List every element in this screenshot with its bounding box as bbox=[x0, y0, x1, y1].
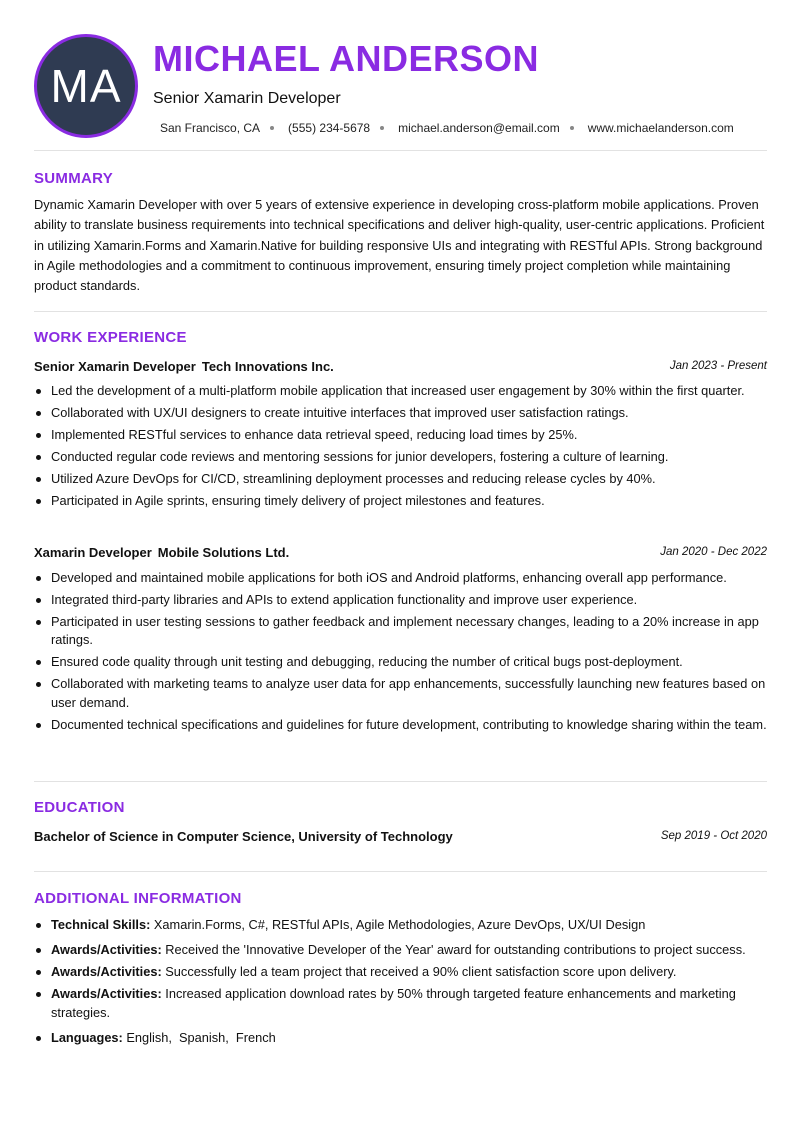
item-label: Awards/Activities: bbox=[51, 942, 162, 958]
degree-name: Bachelor of Science in Computer Science, University of Technology bbox=[34, 829, 453, 844]
item-label: Technical Skills: bbox=[51, 917, 151, 932]
list-item: Developed and maintained mobile applications for both iOS and Android platforms, enhancing overall app performance. bbox=[34, 569, 767, 587]
item-text: Received the 'Innovative Developer of the Year' award for outstanding contributions to project success. bbox=[161, 942, 746, 958]
job-role: Xamarin Developer bbox=[34, 545, 152, 560]
contact-phone[interactable]: (555) 234-5678 bbox=[288, 121, 371, 135]
additional-information-heading: ADDITIONAL INFORMATION bbox=[34, 890, 242, 907]
list-item: Documented technical specifications and guidelines for future development, contributing to knowledge sharing within the team. bbox=[34, 716, 767, 734]
item-label: Awards/Activities: bbox=[51, 986, 162, 1002]
list-item: Implemented RESTful services to enhance data retrieval speed, reducing load times by 25%. bbox=[34, 426, 767, 444]
item-text: Increased application download rates by 50% through targeted feature enhancements and marketing strategies. bbox=[51, 986, 736, 1020]
item-label: Languages: bbox=[51, 1030, 123, 1046]
list-item: Ensured code quality through unit testing and debugging, reducing the number of critical bugs post-deployment. bbox=[34, 653, 767, 671]
list-item bbox=[34, 1029, 767, 1047]
separator-dot-icon bbox=[570, 126, 574, 130]
divider bbox=[34, 150, 767, 151]
separator-dot-icon bbox=[270, 126, 274, 130]
job-dates: Jan 2020 - Dec 2022 bbox=[660, 546, 767, 558]
resume-header bbox=[34, 34, 767, 138]
job-bullets bbox=[34, 569, 767, 734]
item-text: Xamarin.Forms, C#, RESTful APIs, Agile Methodologies, Azure DevOps, UX/UI Design bbox=[150, 917, 646, 932]
list-item bbox=[34, 963, 767, 981]
list-item: Participated in user testing sessions to gather feedback and implement necessary changes, leading to a 20% increase in app ratings. bbox=[34, 613, 767, 650]
job-company: Mobile Solutions Ltd. bbox=[157, 545, 290, 560]
contact-line bbox=[160, 121, 734, 135]
candidate-name: MICHAEL ANDERSON bbox=[153, 38, 540, 79]
list-item: Collaborated with UX/UI designers to create intuitive interfaces that improved user satisfaction ratings. bbox=[34, 404, 767, 422]
education-entry bbox=[34, 829, 767, 847]
list-item: Conducted regular code reviews and mentoring sessions for junior developers, fostering a culture of learning. bbox=[34, 448, 767, 466]
list-item: Utilized Azure DevOps for CI/CD, streamlining deployment processes and reducing release cycles by 40%. bbox=[34, 470, 767, 488]
work-experience-heading: WORK EXPERIENCE bbox=[34, 329, 187, 346]
list-item bbox=[34, 985, 767, 1022]
list-item bbox=[34, 941, 767, 959]
avatar: MA bbox=[34, 34, 138, 138]
divider bbox=[34, 781, 767, 782]
separator-dot-icon bbox=[380, 126, 384, 130]
contact-email[interactable]: michael.anderson@email.com bbox=[398, 121, 560, 135]
list-item: Integrated third-party libraries and APIs to extend application functionality and improve user experience. bbox=[34, 591, 767, 609]
list-item: Collaborated with marketing teams to analyze user data for app enhancements, successfully launching new features based on user demand. bbox=[34, 675, 767, 712]
list-item bbox=[34, 916, 767, 934]
additional-list bbox=[34, 916, 767, 1048]
contact-website[interactable]: www.michaelanderson.com bbox=[587, 121, 734, 135]
job-dates: Jan 2023 - Present bbox=[669, 360, 767, 372]
divider bbox=[34, 871, 767, 872]
education-heading: EDUCATION bbox=[34, 799, 125, 816]
summary-text: Dynamic Xamarin Developer with over 5 years of extensive experience in developing cross-platform mobile applications. Proven ability to translate business requirements into technical specifications and deliver high-quality, user-centric applications. Proficient in utilizing Xamarin.Forms and Xamarin.Native for building responsive UIs and integrating with RESTful APIs. Strong background in Agile methodologies and a commitment to continuous improvement, ensuring timely project completion while maintaining product standards. bbox=[34, 197, 765, 294]
item-text: Successfully led a team project that received a 90% client satisfaction score upon delivery. bbox=[161, 964, 677, 980]
summary-heading: SUMMARY bbox=[34, 170, 114, 187]
education-dates: Sep 2019 - Oct 2020 bbox=[660, 830, 767, 842]
job-bullets bbox=[34, 382, 767, 510]
job-company: Tech Innovations Inc. bbox=[201, 359, 334, 374]
contact-location: San Francisco, CA bbox=[160, 121, 261, 135]
item-text: English, Spanish, French bbox=[122, 1030, 276, 1046]
item-label: Awards/Activities: bbox=[51, 964, 162, 980]
job-title: Senior Xamarin Developer bbox=[153, 90, 341, 107]
list-item: Participated in Agile sprints, ensuring timely delivery of project milestones and features. bbox=[34, 492, 767, 510]
job-header bbox=[34, 545, 767, 563]
list-item: Led the development of a multi-platform mobile application that increased user engagement by 30% within the first quarter. bbox=[34, 382, 767, 400]
job-role: Senior Xamarin Developer bbox=[34, 359, 196, 374]
job-header bbox=[34, 359, 767, 377]
divider bbox=[34, 311, 767, 312]
